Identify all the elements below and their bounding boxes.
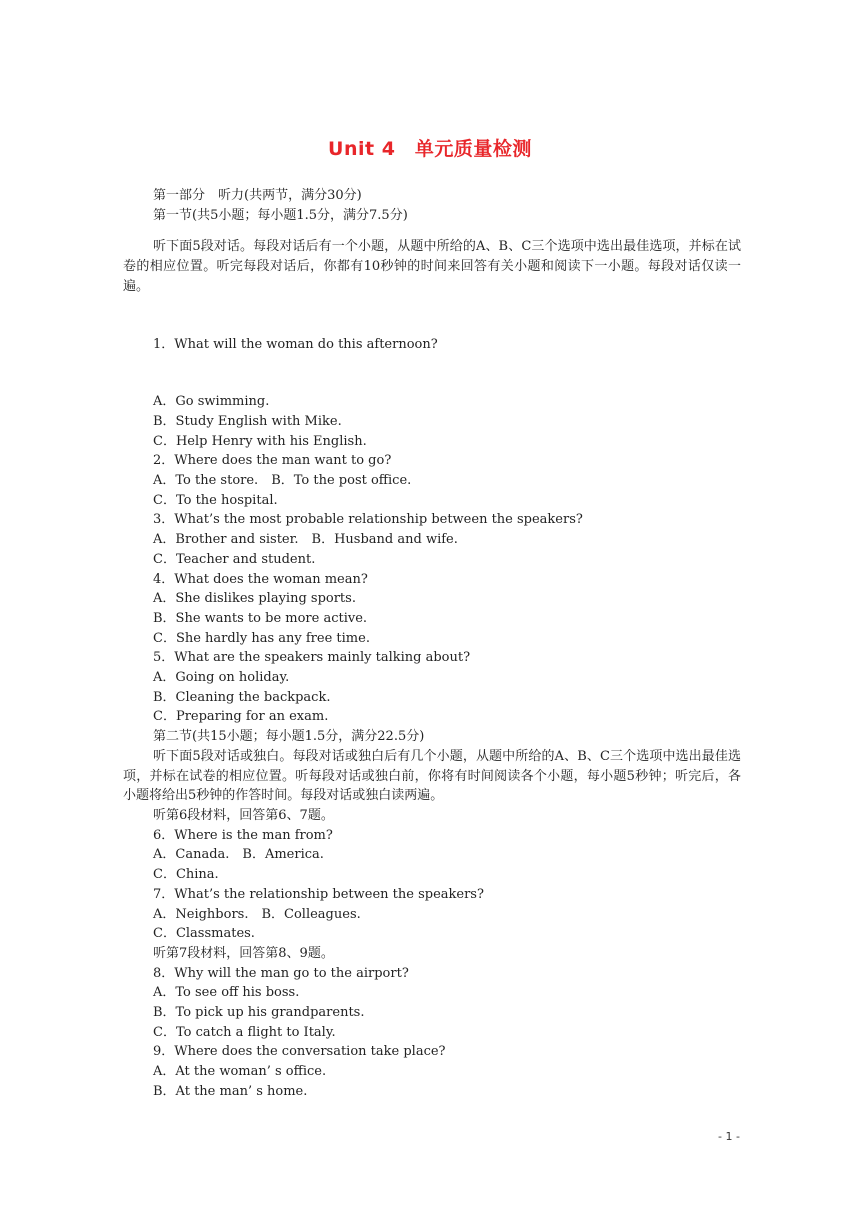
page-title: Unit 4 单元质量检测	[328, 138, 532, 160]
section2-heading: 第二节(共15小题；每小题1.5分，满分22.5分)	[153, 729, 425, 745]
q9-option-a: A．At the woman’ s office.	[153, 1064, 327, 1080]
q5-option-a: A．Going on holiday.	[153, 670, 290, 686]
part1-heading: 第一部分 听力(共两节，满分30分)	[153, 188, 362, 203]
section2-instructions: 听下面5段对话或独白。每段对话或独白后有几个小题，从题中所给的A、B、C三个选项中选出最佳选项，并标在试卷的相应位置。听每段对话或独白前，你将有时间阅读各个小题，每小题5秒钟；听完后，各小题将给出5秒钟的作答时间。每段对话或独白读两遍。	[123, 748, 741, 804]
q6-option-c: C．China.	[153, 867, 219, 883]
question-6: 6．Where is the man from?	[153, 827, 333, 843]
q2-options-ab: A．To the store. B．To the post office.	[153, 473, 412, 489]
question-5: 5．What are the speakers mainly talking about?	[153, 650, 471, 666]
document-body	[123, 186, 741, 1102]
question-8: 8．Why will the man go to the airport?	[153, 965, 409, 981]
q8-option-c: C．To catch a flight to Italy.	[153, 1024, 336, 1040]
q3-option-c: C．Teacher and student.	[153, 551, 316, 567]
question-3: 3．What’s the most probable relationship between the speakers?	[153, 512, 583, 528]
q4-option-b: B．She wants to be more active.	[153, 610, 368, 626]
q2-option-c: C．To the hospital.	[153, 492, 278, 508]
q3-options-ab: A．Brother and sister. B．Husband and wife.	[153, 532, 458, 548]
q4-option-c: C．She hardly has any free time.	[153, 630, 370, 646]
q8-option-b: B．To pick up his grandparents.	[153, 1005, 365, 1021]
question-7: 7．What’s the relationship between the speakers?	[153, 886, 484, 902]
question-9: 9．Where does the conversation take place?	[153, 1044, 446, 1060]
question-1: 1．What will the woman do this afternoon?	[153, 336, 438, 352]
question-4: 4．What does the woman mean?	[153, 571, 368, 587]
question-2: 2．Where does the man want to go?	[153, 453, 392, 469]
material-7-heading: 听第7段材料，回答第8、9题。	[153, 945, 334, 961]
q9-option-b: B．At the man’ s home.	[153, 1083, 308, 1099]
q5-option-b: B．Cleaning the backpack.	[153, 689, 331, 705]
q8-option-a: A．To see off his boss.	[153, 985, 300, 1001]
material-6-heading: 听第6段材料，回答第6、7题。	[153, 807, 334, 823]
section1-heading: 第一节(共5小题；每小题1.5分，满分7.5分)	[153, 207, 408, 223]
q1-option-c: C．Help Henry with his English.	[153, 433, 367, 449]
q5-option-c: C．Preparing for an exam.	[153, 709, 329, 725]
q7-option-c: C．Classmates.	[153, 926, 255, 942]
page-number: - 1 -	[718, 1130, 740, 1143]
q4-option-a: A．She dislikes playing sports.	[153, 591, 356, 607]
q1-option-b: B．Study English with Mike.	[153, 413, 342, 429]
q6-options-ab: A．Canada. B．America.	[153, 847, 324, 863]
q1-option-a: A．Go swimming.	[153, 394, 270, 410]
q7-options-ab: A．Neighbors. B．Colleagues.	[153, 906, 361, 922]
section1-instructions: 听下面5段对话。每段对话后有一个小题，从题中所给的A、B、C三个选项中选出最佳选项，并标在试卷的相应位置。听完每段对话后，你都有10秒钟的时间来回答有关小题和阅读下一小题。每段对话仅读一遍。	[123, 239, 741, 294]
